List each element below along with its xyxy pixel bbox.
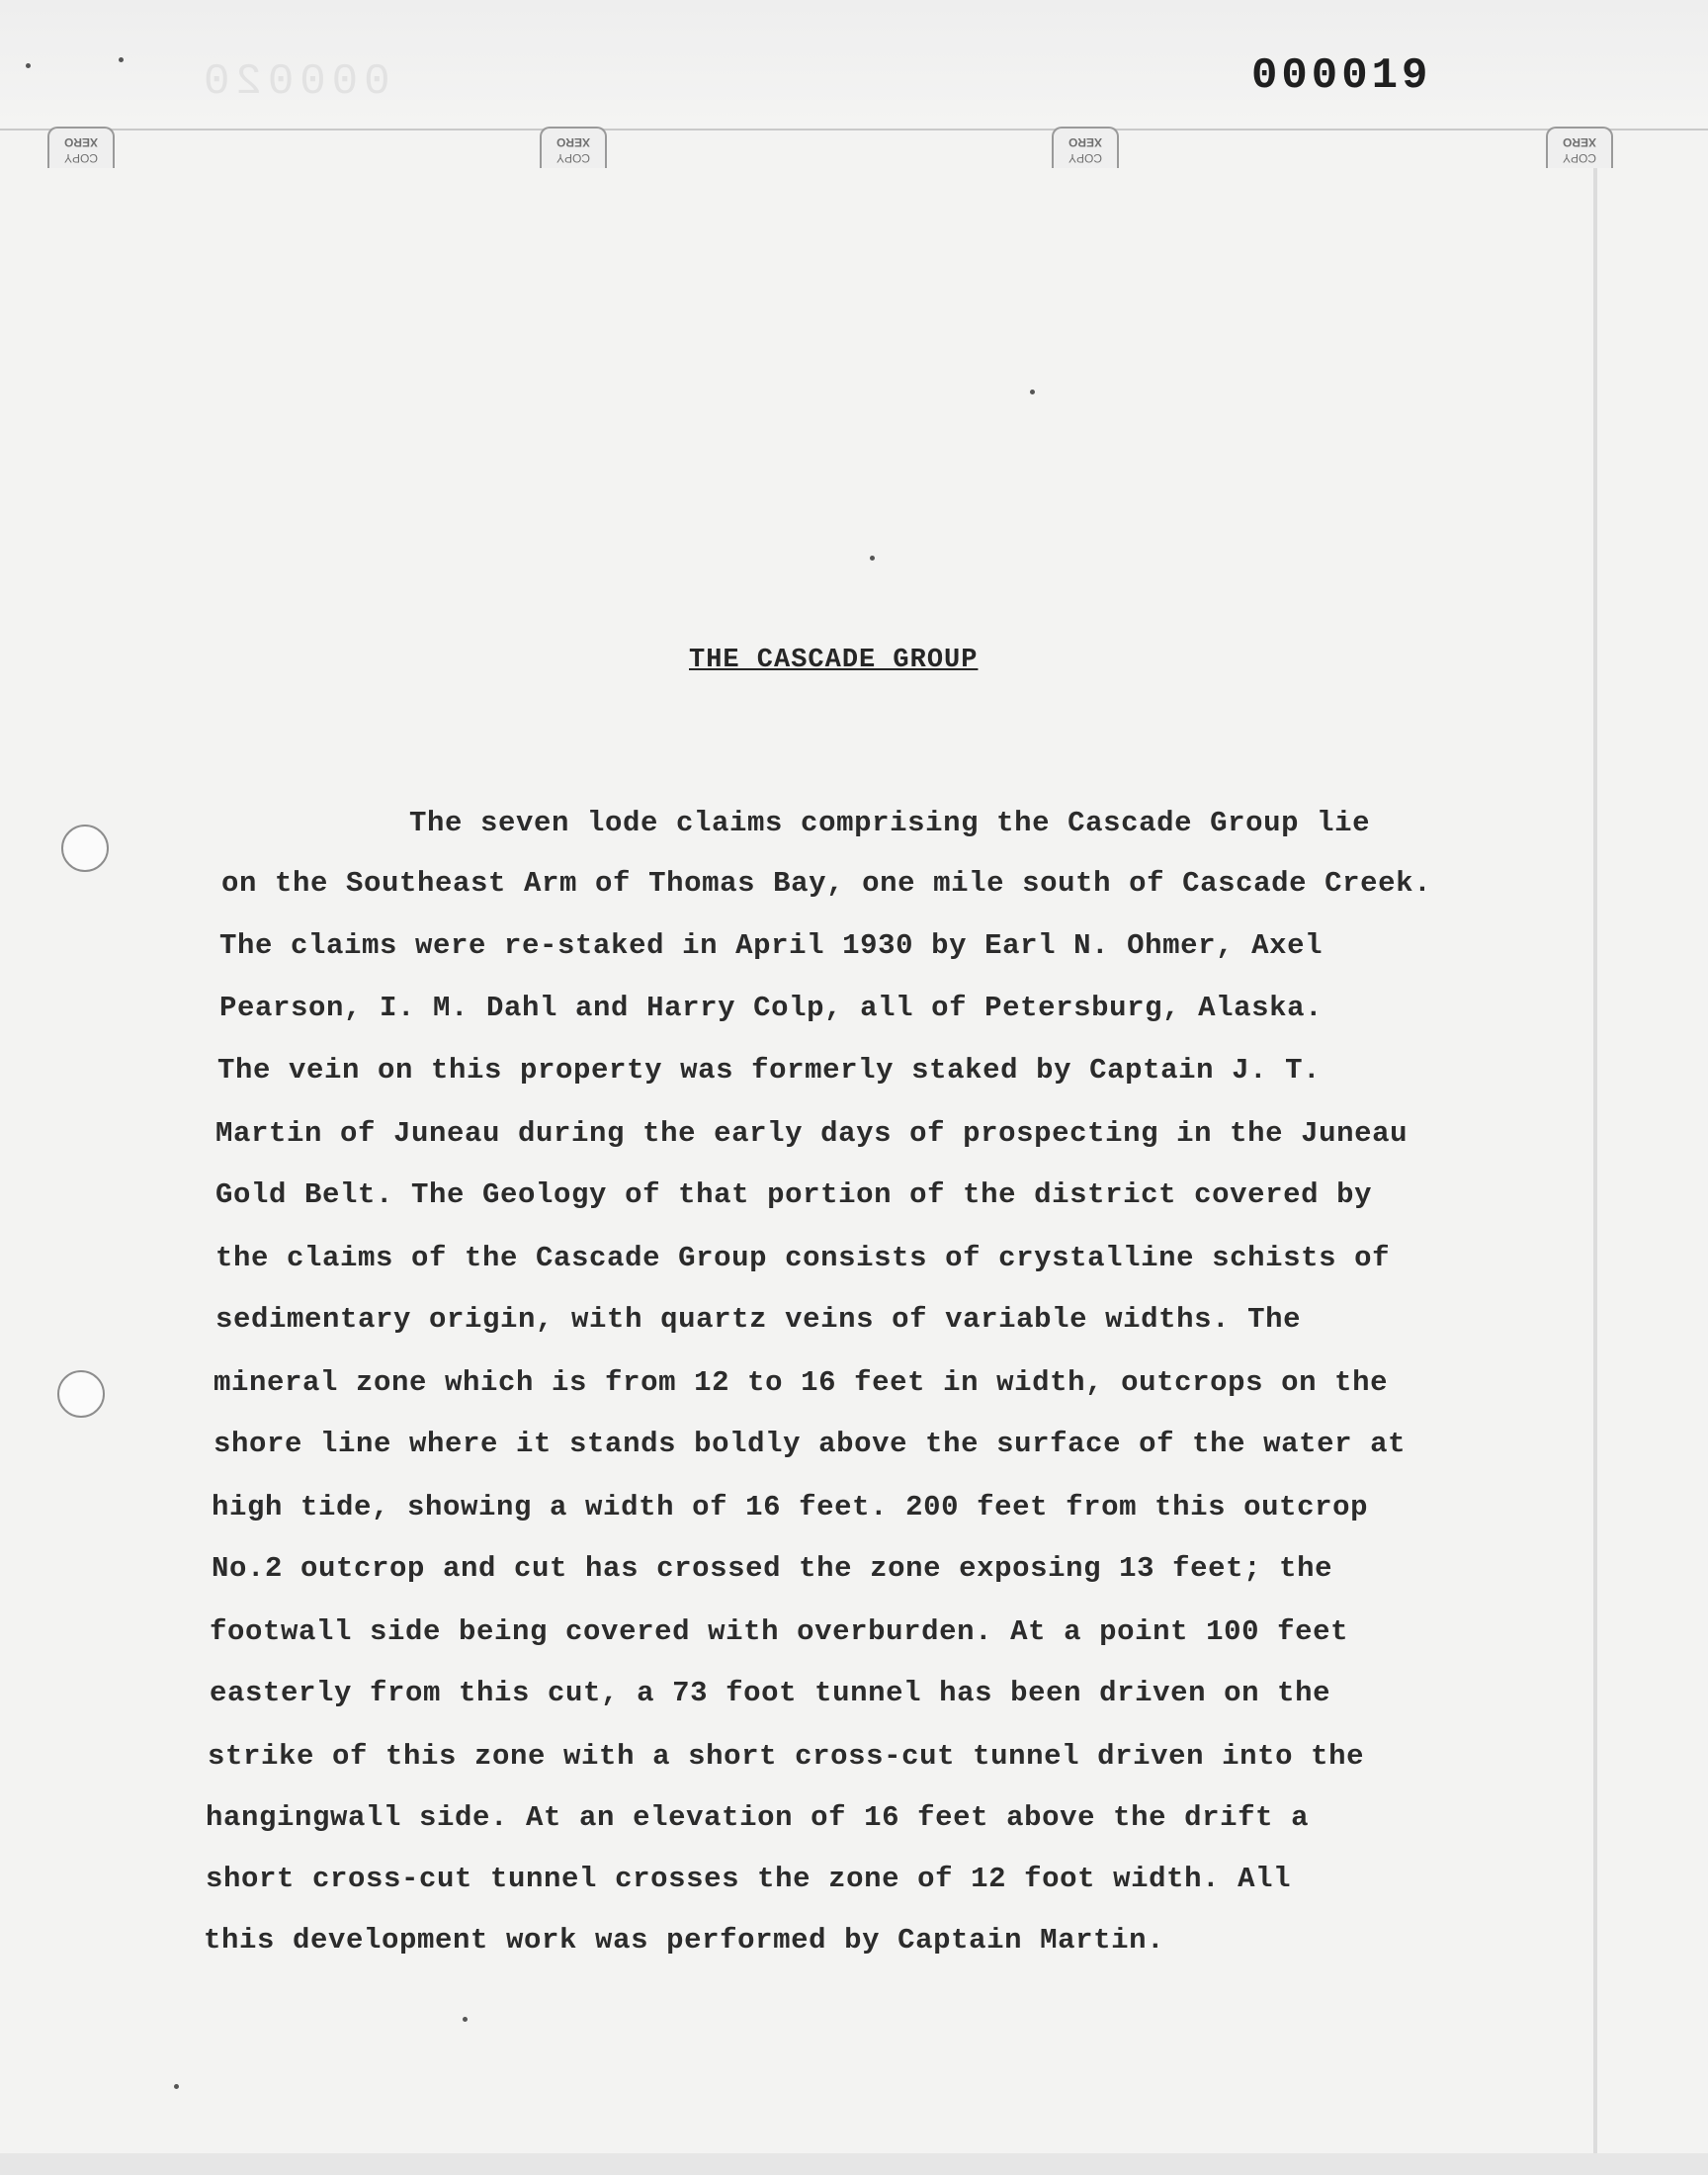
tab-label-xero: XERO <box>64 135 99 149</box>
body-text-line: the claims of the Cascade Group consists of crystalline schists of <box>215 1242 1391 1274</box>
xerox-copy-tab <box>47 127 115 168</box>
tab-label-xero: XERO <box>556 135 591 149</box>
tab-label-copy: COPY <box>64 151 99 165</box>
page-bottom-edge <box>0 2153 1708 2175</box>
scan-speck <box>119 57 124 62</box>
body-text-line: short cross-cut tunnel crosses the zone of 12 foot width. All <box>206 1863 1292 1895</box>
body-text-line: Martin of Juneau during the early days of prospecting in the Juneau <box>215 1117 1409 1150</box>
body-text-line: shore line where it stands boldly above the surface of the water at <box>214 1428 1407 1460</box>
document-title: THE CASCADE GROUP <box>689 646 979 675</box>
body-text-line: hangingwall side. At an elevation of 16 feet above the drift a <box>206 1801 1310 1834</box>
binder-hole <box>57 1370 105 1418</box>
tab-label-copy: COPY <box>556 151 591 165</box>
body-text-line: The claims were re-staked in April 1930 by Earl N. Ohmer, Axel <box>219 929 1324 962</box>
scan-speck <box>26 63 31 68</box>
tab-label-copy: COPY <box>1068 151 1103 165</box>
body-text-line: footwall side being covered with overburden. At a point 100 feet <box>210 1615 1349 1648</box>
scan-speck <box>870 556 875 561</box>
page-right-edge <box>1593 129 1597 2175</box>
body-text-line: on the Southeast Arm of Thomas Bay, one mile south of Cascade Creek. <box>221 867 1432 900</box>
body-text-line: high tide, showing a width of 16 feet. 200 feet from this outcrop <box>212 1491 1369 1523</box>
binder-hole <box>61 825 109 872</box>
body-text-line: The vein on this property was formerly staked by Captain J. T. <box>217 1054 1322 1087</box>
scan-speck <box>463 2017 468 2022</box>
xerox-copy-tab <box>1052 127 1119 168</box>
tab-label-xero: XERO <box>1563 135 1597 149</box>
body-text-line: The seven lode claims comprising the Cascade Group lie <box>409 807 1371 839</box>
body-text-line: strike of this zone with a short cross-cut tunnel driven into the <box>208 1740 1365 1773</box>
xerox-copy-tab <box>540 127 607 168</box>
body-text-line: sedimentary origin, with quartz veins of variable widths. The <box>215 1303 1302 1336</box>
body-text-line: this development work was performed by Captain Martin. <box>204 1924 1165 1957</box>
xerox-copy-tab <box>1546 127 1613 168</box>
tab-label-copy: COPY <box>1563 151 1597 165</box>
body-text-line: mineral zone which is from 12 to 16 feet in width, outcrops on the <box>214 1366 1389 1399</box>
scan-speck <box>1030 390 1035 394</box>
page-number: 000019 <box>1251 51 1432 101</box>
tab-label-xero: XERO <box>1068 135 1103 149</box>
scan-speck <box>174 2084 179 2089</box>
body-text-line: easterly from this cut, a 73 foot tunnel has been driven on the <box>210 1677 1331 1709</box>
body-text-line: No.2 outcrop and cut has crossed the zone exposing 13 feet; the <box>212 1552 1333 1585</box>
ghost-page-number: 000020 <box>198 57 390 107</box>
body-text-line: Pearson, I. M. Dahl and Harry Colp, all of Petersburg, Alaska. <box>219 992 1324 1024</box>
body-text-line: Gold Belt. The Geology of that portion of the district covered by <box>215 1178 1373 1211</box>
